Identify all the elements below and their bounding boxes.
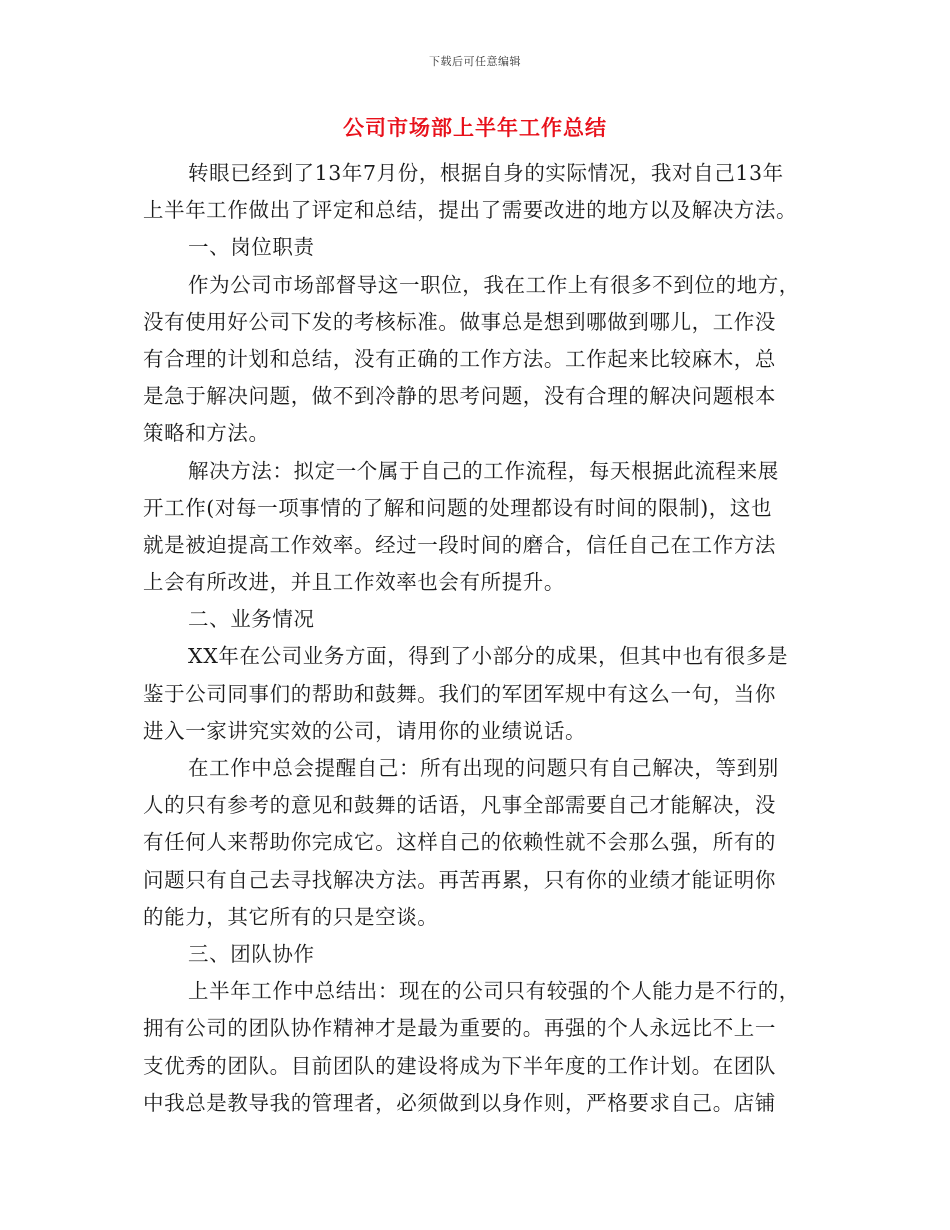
- header-note: 下载后可任意编辑: [429, 55, 521, 68]
- section-heading: 一、岗位职责: [188, 235, 315, 260]
- text-line: 有任何人来帮助你完成它。这样自己的依赖性就不会那么强，所有的: [143, 830, 776, 855]
- text-line: 作为公司市场部督导这一职位，我在工作上有很多不到位的地方，: [188, 272, 800, 297]
- document-title: 公司市场部上半年工作总结: [343, 115, 607, 140]
- text-line: 人的只有参考的意见和鼓舞的话语，凡事全部需要自己才能解决，没: [143, 793, 776, 818]
- text-line: 在工作中总会提醒自己：所有出现的问题只有自己解决，等到别: [188, 756, 779, 780]
- text-line: 开工作(对每一项事情的了解和问题的处理都设有时间的限制)，这也: [143, 495, 773, 520]
- text-line: 就是被迫提高工作效率。经过一段时间的磨合，信任自己在工作方法: [143, 532, 776, 557]
- text-line: 问题只有自己去寻找解决方法。再苦再累，只有你的业绩才能证明你: [143, 867, 776, 892]
- text-line: 策略和方法。: [143, 421, 270, 446]
- section-heading: 二、业务情况: [188, 607, 315, 632]
- text-line: 的能力，其它所有的只是空谈。: [143, 904, 439, 929]
- text-line: 转眼已经到了13年7月份，根据自身的实际情况，我对自己13年: [188, 161, 784, 185]
- text-line: 中我总是教导我的管理者，必须做到以身作则，严格要求自己。店铺: [143, 1090, 776, 1115]
- text-line: 拥有公司的团队协作精神才是最为重要的。再强的个人永远比不上一: [143, 1016, 776, 1041]
- text-line: 是急于解决问题，做不到冷静的思考问题，没有合理的解决问题根本: [143, 384, 776, 409]
- text-line: 鉴于公司同事们的帮助和鼓舞。我们的军团军规中有这么一句，当你: [143, 681, 776, 706]
- text-line: 上半年工作做出了评定和总结，提出了需要改进的地方以及解决方法。: [143, 198, 798, 223]
- text-line: 支优秀的团队。目前团队的建设将成为下半年度的工作计划。在团队: [143, 1053, 776, 1078]
- text-line: 没有使用好公司下发的考核标准。做事总是想到哪做到哪儿，工作没: [143, 309, 776, 334]
- text-line: 上会有所改进，并且工作效率也会有所提升。: [143, 570, 565, 595]
- text-line: 有合理的计划和总结，没有正确的工作方法。工作起来比较麻木，总: [143, 346, 776, 371]
- text-line: 解决方法：拟定一个属于自己的工作流程，每天根据此流程来展: [188, 458, 779, 483]
- document-body: [143, 155, 815, 1122]
- section-heading: 三、团队协作: [188, 941, 315, 966]
- text-line: 进入一家讲究实效的公司，请用你的业绩说话。: [143, 718, 587, 743]
- text-line: XX年在公司业务方面，得到了小部分的成果，但其中也有很多是: [188, 644, 789, 669]
- text-line: 上半年工作中总结出：现在的公司只有较强的个人能力是不行的，: [188, 979, 800, 1004]
